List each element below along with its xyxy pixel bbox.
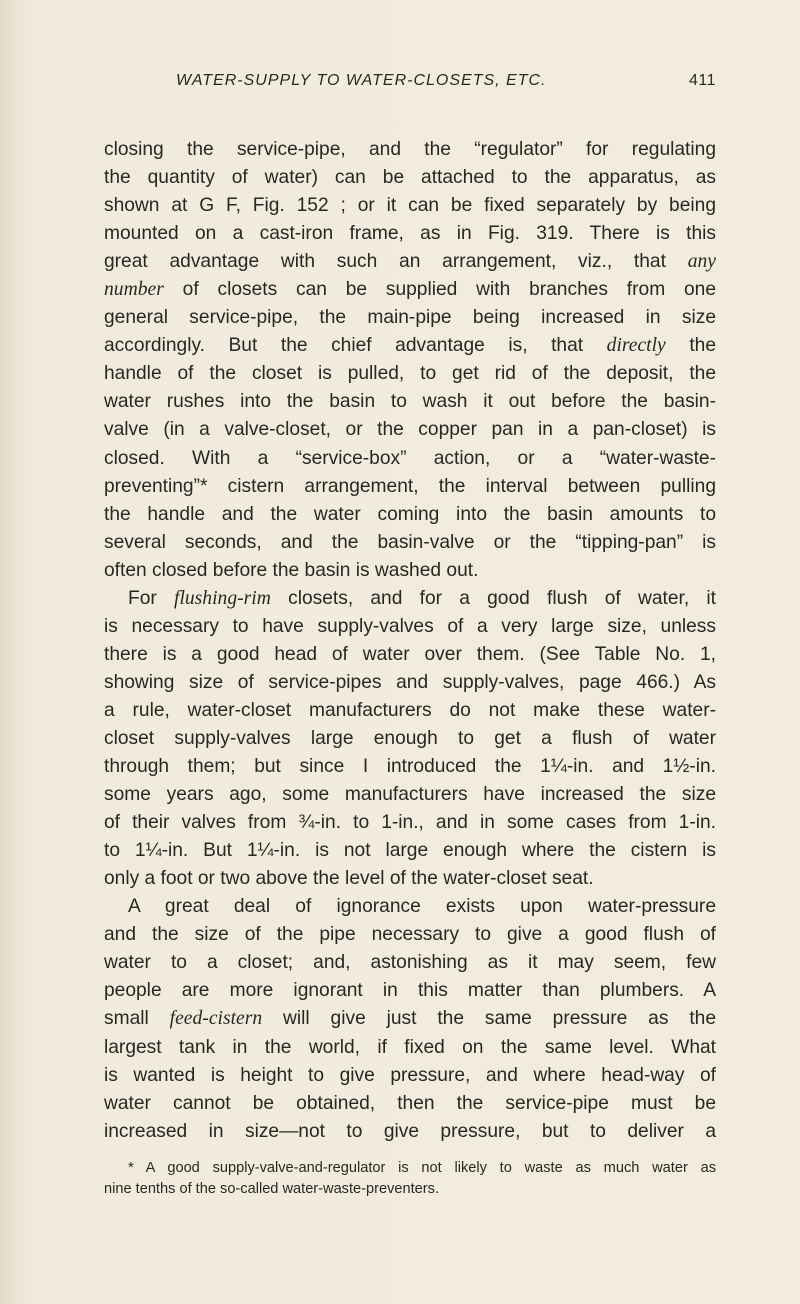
paragraph	[104, 585, 716, 894]
text-line	[104, 725, 716, 753]
text-span: of their valves from ¾-in. to 1-in., and in some cases from 1-in.	[104, 812, 716, 834]
text-span: preventing”* cistern arrangement, the interval between pulling	[104, 475, 716, 497]
text-line	[104, 1179, 716, 1200]
text-span: of closets can be supplied with branches from one	[163, 279, 716, 301]
text-span: water to a closet; and, astonishing as it may seem, few	[104, 952, 716, 974]
text-span: closet supply-valves large enough to get a flush of water	[104, 727, 716, 749]
text-span: shown at G F, Fig. 152 ; or it can be fixed separately by being	[104, 195, 716, 217]
text-span: the handle and the water coming into the basin amounts to	[104, 503, 716, 525]
text-line	[104, 809, 716, 837]
text-line	[104, 1034, 716, 1062]
text-line	[104, 1005, 716, 1033]
text-line	[104, 585, 716, 613]
text-line	[104, 1118, 716, 1146]
text-line	[104, 865, 716, 893]
text-line	[104, 529, 716, 557]
text-span: small	[104, 1008, 170, 1030]
text-line	[104, 837, 716, 865]
text-span: general service-pipe, the main-pipe being increased in size	[104, 307, 716, 329]
text-line	[104, 276, 716, 304]
text-span: A great deal of ignorance exists upon water-pressure	[128, 896, 716, 918]
text-line	[104, 893, 716, 921]
text-span: is wanted is height to give pressure, and where head-way of	[104, 1064, 716, 1086]
text-span: only a foot or two above the level of the water-closet seat.	[104, 868, 594, 890]
text-span: showing size of service-pipes and supply-valves, page 466.) As	[104, 671, 716, 693]
text-span: often closed before the basin is washed out.	[104, 559, 479, 581]
paragraph	[104, 893, 716, 1145]
text-line	[104, 1090, 716, 1118]
text-line	[104, 753, 716, 781]
text-line	[104, 977, 716, 1005]
book-page	[104, 72, 716, 1200]
text-line	[104, 388, 716, 416]
text-line	[104, 473, 716, 501]
page-number: 411	[688, 72, 716, 89]
text-line	[104, 304, 716, 332]
text-line	[104, 1062, 716, 1090]
text-line	[104, 641, 716, 669]
text-line	[104, 921, 716, 949]
running-header	[104, 72, 716, 102]
text-span: valve (in a valve-closet, or the copper pan in a pan-closet) is	[104, 419, 716, 441]
text-span: For	[128, 587, 174, 609]
text-span: closets, and for a good flush of water, it	[270, 587, 716, 609]
text-span: nine tenths of the so-called water-waste-preventers.	[104, 1180, 440, 1197]
text-span: there is a good head of water over them. (See Table No. 1,	[104, 643, 716, 665]
text-line	[104, 501, 716, 529]
text-line	[104, 192, 716, 220]
text-span: handle of the closet is pulled, to get rid of the deposit, the	[104, 363, 716, 385]
text-span: great advantage with such an arrangement, viz., that	[104, 251, 688, 273]
text-span: accordingly. But the chief advantage is, that	[104, 335, 607, 357]
text-span: largest tank in the world, if fixed on the same level. What	[104, 1036, 716, 1058]
text-span: increased in size—not to give pressure, but to deliver a	[104, 1120, 716, 1142]
text-line	[104, 416, 716, 444]
text-line	[104, 164, 716, 192]
text-line	[104, 949, 716, 977]
italic-span: feed-cistern	[169, 1008, 263, 1030]
text-line	[104, 557, 716, 585]
text-span: is necessary to have supply-valves of a very large size, unless	[104, 615, 716, 637]
text-span: * A good supply-valve-and-regulator is not likely to waste as much water as	[128, 1159, 716, 1176]
text-span: some years ago, some manufacturers have increased the size	[104, 784, 716, 806]
text-line	[104, 248, 716, 276]
text-line	[104, 669, 716, 697]
text-span: people are more ignorant in this matter than plumbers. A	[104, 980, 716, 1002]
footnote	[104, 1158, 716, 1200]
text-span: water cannot be obtained, then the service-pipe must be	[104, 1092, 716, 1114]
text-line	[104, 445, 716, 473]
italic-span: any	[687, 251, 716, 273]
text-line	[104, 697, 716, 725]
paragraph	[104, 136, 716, 585]
text-span: several seconds, and the basin-valve or the “tipping-pan” is	[104, 531, 716, 553]
text-span: the quantity of water) can be attached to the apparatus, as	[104, 167, 716, 189]
text-span: a rule, water-closet manufacturers do not make these water-	[104, 699, 716, 721]
text-line	[104, 781, 716, 809]
text-span: and the size of the pipe necessary to give a good flush of	[104, 924, 716, 946]
text-span: the	[665, 335, 716, 357]
italic-span: directly	[606, 335, 666, 357]
text-line	[104, 613, 716, 641]
text-span: mounted on a cast-iron frame, as in Fig. 319. There is this	[104, 223, 716, 245]
text-span: through them; but since I introduced the 1¼-in. and 1½-in.	[104, 756, 716, 778]
body-text	[104, 136, 716, 1146]
running-title: WATER-SUPPLY TO WATER-CLOSETS, ETC.	[176, 72, 547, 89]
italic-span: flushing-rim	[174, 587, 271, 609]
text-span: closed. With a “service-box” action, or a “water-waste-	[104, 447, 716, 469]
text-line	[104, 360, 716, 388]
text-line	[104, 220, 716, 248]
text-span: closing the service-pipe, and the “regulator” for regulating	[104, 139, 716, 160]
text-line	[104, 332, 716, 360]
text-span: to 1¼-in. But 1¼-in. is not large enough where the cistern is	[104, 840, 716, 862]
text-line	[104, 1158, 716, 1179]
text-line	[104, 136, 716, 164]
italic-span: number	[104, 279, 164, 301]
text-span: will give just the same pressure as the	[262, 1008, 716, 1030]
text-span: water rushes into the basin to wash it out before the basin-	[104, 391, 716, 413]
